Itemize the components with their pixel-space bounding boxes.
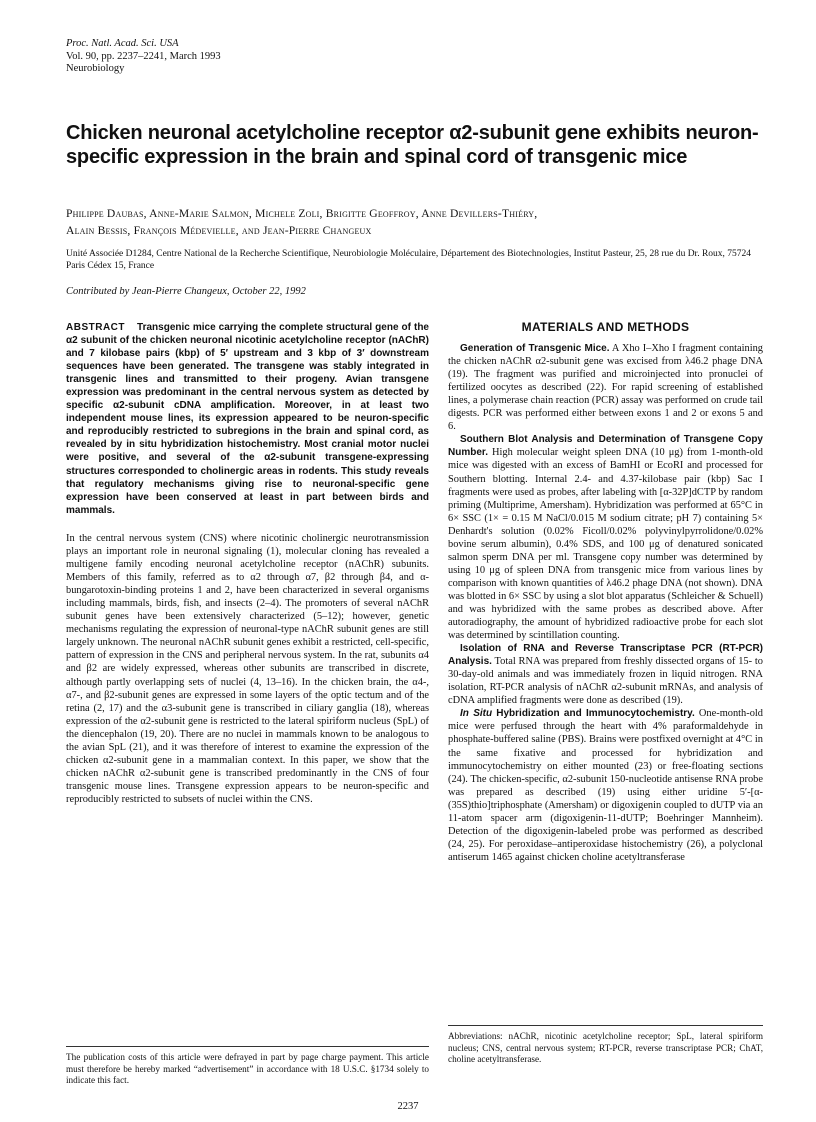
- introduction: [66, 532, 429, 806]
- journal-name: Proc. Natl. Acad. Sci. USA: [66, 38, 179, 49]
- methods-section: [448, 642, 763, 707]
- intro-paragraph: In the central nervous system (CNS) where nicotinic cholinergic neurotransmission plays an important role in neuronal signaling (1), molecular cloning has revealed a multigene family encoding neuronal acetylcholine receptor (nAChR) subunits. Members of this family, referred as to α2 through α7, β2 through β4, and α-bungarotoxin-binding proteins 1 and 2, have been characterized in several organisms including mammals, birds, fish, and insects (2–4). The promoters of several nAChR subunit genes have been extensively characterized (5–12); however, genetic mechanisms regulating the expression of neuronal-type nAChR subunit genes are still largely unknown. The neuronal nAChR subunit genes exhibit a restricted, cell-specific, pattern of expression in the CNS and peripheral nervous system. In the rat, subunits α4 and β2 are widely expressed, whereas other subunits are transcribed in discrete, although partly overlapping sets of nuclei (4, 13–16). In the chicken brain, the α4-, α7-, and β2-subunit genes are expressed in some layers of the optic tectum and of the retina (2, 17) and the α3-subunit gene is transcribed in ciliary ganglia (18), whereas expression of the α2-subunit gene is restricted to the lateral spiriform nucleus (SpL) of the diencephalon (19, 20). There are no nuclei in mammals known to be analogous to the avian SpL (21), and it was therefore of interest to examine the expression of the chicken α2-subunit gene in a mammalian context. In this paper, we show that the chicken nAChR α2-subunit gene is transcribed predominantly in the CNS of four transgenic mouse lines. Transgene expression appears to be neuron-specific and reproducibly restricted to subsets of nuclei within the CNS.: [66, 533, 429, 805]
- methods-column: [448, 321, 763, 864]
- section-text: One-month-old mice were perfused through the heart with 4% paraformaldehyde in phosphate-buffered saline (PBS). Brains were postfixed overnight at 4°C in the same fixative and processed for hybridization and immunocytochemistry on either mounted (23) or free-floating sections (24). The chicken-specific, α2-subunit 150-nucleotide antisense RNA probe was prepared as described (19) using either uridine 5′-[α-(35S)thio]triphosphate (Amersham) or digoxigenin coupled to dUTP via an 11-atom spacer arm (digoxigenin-11-dUTP; Boehringer Mannheim). Detection of the digoxigenin-labeled probe was performed as described (24, 25). For peroxidase–antiperoxidase histochemistry (26), a polyclonal antiserum 1465 against chicken choline acetyltransferase: [448, 708, 763, 863]
- methods-section: [448, 342, 763, 433]
- methods-section: [448, 707, 763, 864]
- section-title-italic: In Situ: [460, 708, 493, 720]
- section-text: High molecular weight spleen DNA (10 μg) from 1-month-old mice was digested with an excess of BamHI or EcoRI and processed for Southern blotting. Internal 2.4- and 4.37-kilobase pair (kbp) Sac I fragments were used as probes, after labeling with [α-32P]dCTP by random priming (Multiprime, Amersham). Hybridization was performed at 65°C in 6× SSC (1× = 0.15 M NaCl/0.015 M sodium citrate; pH 7) containing 5× Denhardt's solution (0.02% Ficoll/0.02% polyvinylpyrrolidone/0.02% bovine serum albumin), 0.4% SDS, and 100 μg of denatured sonicated salmon sperm DNA per ml. Transgene copy number was determined by using 10 μg of spleen DNA from transgenic mice from various lines by comparison with known quantities of λ46.2 phage DNA (not shown). DNA was blotted in 6× SSC by using a slot blot apparatus (Schleicher & Schuell) and was hybridized with the same probes as described above. After autoradiography, the amount of hybridized radioactive probe for each slot was determined by scintillation counting.: [448, 447, 763, 642]
- author-line: Philippe Daubas, Anne-Marie Salmon, Michele Zoli, Brigitte Geoffroy, Anne Devillers-Thiéry,: [66, 207, 538, 220]
- section-title: Southern Blot Analysis and Determination of Transgene Copy Number.: [448, 434, 763, 459]
- section-text: Total RNA was prepared from freshly dissected organs of 15- to 30-day-old animals and was immediately frozen in liquid nitrogen. RNA isolation, RT-PCR analysis of nAChR α2-subunit mRNAs, and analysis of cDNA amplified fragments were done as described (19).: [448, 656, 763, 707]
- affiliation: Unité Associée D1284, Centre National de la Recherche Scientifique, Neurobiologie Moléculaire, Département des Biotechnologies, Institut Pasteur, 25, 28 rue du Dr. Roux, 75724 Paris Cédex 15, France: [66, 249, 752, 271]
- section-title: Hybridization and Immunocytochemistry.: [496, 708, 695, 720]
- abstract-text: Transgenic mice carrying the complete structural gene of the α2 subunit of the chicken neuronal nicotinic acetylcholine receptor (nAChR) and 7 kilobase pairs (kbp) of 5′ upstream and 3 kbp of 3′ downstream sequences have been generated. The transgene was stably integrated in transgenic lines and transmitted to their progeny. Avian transgene expression was predominant in the central nervous system as detected by specific α2-subunit cDNA amplification. Moreover, in at least two independent mouse lines, its expression appeared to be neuron-specific and reproducibly restricted to subregions in the brain and spinal cord, as revealed by in situ hybridization histochemistry. Most cranial motor nuclei were positive, and several of the α2-subunit transgene-expressing structures corresponded to cholinergic areas in rodents. This study reveals that regulatory mechanisms giving rise to neuronal-specific gene expression have been conserved at least in part between birds and mammals.: [66, 322, 429, 516]
- abbreviations-footnote: Abbreviations: nAChR, nicotinic acetylcholine receptor; SpL, lateral spiriform nucleus; CNS, central nervous system; RT-PCR, reverse transcriptase PCR; ChAT, choline acetyltransferase.: [448, 1031, 763, 1064]
- abstract-label: ABSTRACT: [66, 322, 125, 333]
- abstract-block: [66, 321, 429, 517]
- abbreviations-divider: [448, 1025, 763, 1026]
- author-list: [66, 205, 766, 239]
- journal-volume: Vol. 90, pp. 2237–2241, March 1993: [66, 50, 221, 62]
- page-number: 2237: [397, 1101, 419, 1112]
- methods-heading: MATERIALS AND METHODS: [521, 320, 690, 334]
- journal-section: Neurobiology: [66, 63, 125, 74]
- methods-section: [448, 433, 763, 642]
- publication-footnote: The publication costs of this article were defrayed in part by page charge payment. This article must therefore be hereby marked “advertisement” in accordance with 18 U.S.C. §1734 solely to indicate this fact.: [66, 1052, 429, 1085]
- footnote-divider: [66, 1046, 429, 1047]
- section-text: A Xho I–Xho I fragment containing the chicken nAChR α2-subunit gene was excised from λ46.2 phage DNA (19). The fragment was purified and microinjected into pronuclei of fertilized oocytes as described (22). For rapid screening of established lines, a polymerase chain reaction (PCR) assay was performed on crude tail digests. PCR was performed either between exons 1 and 2 or exons 5 and 6.: [448, 343, 764, 433]
- section-title: Generation of Transgenic Mice.: [460, 343, 610, 355]
- section-title: Isolation of RNA and Reverse Transcriptase PCR (RT-PCR) Analysis.: [448, 643, 763, 668]
- journal-header: [66, 38, 221, 76]
- article-title: Chicken neuronal acetylcholine receptor α2-subunit gene exhibits neuron-specific expression in the brain and spinal cord of transgenic mice: [66, 122, 759, 168]
- author-line: Alain Bessis, François Médevielle, and Jean-Pierre Changeux: [66, 224, 372, 237]
- contributed-by: Contributed by Jean-Pierre Changeux, October 22, 1992: [66, 286, 306, 297]
